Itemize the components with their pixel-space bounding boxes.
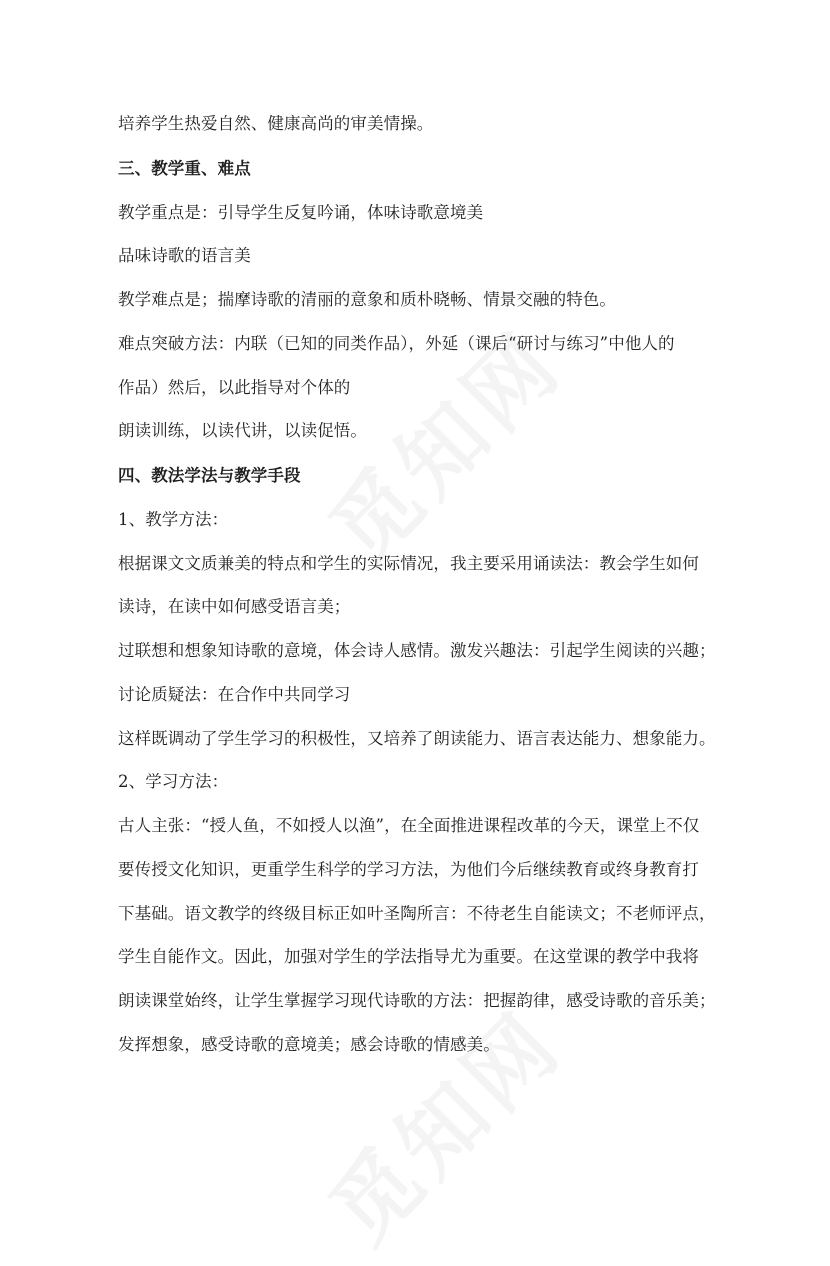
section-heading: 三、教学重、难点 bbox=[118, 159, 251, 178]
paragraph-line: 读诗，在读中如何感受语言美； bbox=[118, 597, 351, 616]
paragraph-line: 品味诗歌的语言美 bbox=[118, 246, 251, 265]
paragraph-line: 讨论质疑法：在合作中共同学习 bbox=[118, 685, 351, 704]
paragraph-line: 朗读课堂始终，让学生掌握学习现代诗歌的方法：把握韵律，感受诗歌的音乐美； bbox=[118, 991, 716, 1010]
paragraph-line: 作品）然后，以此指导对个体的 bbox=[118, 378, 351, 397]
paragraph-line: 根据课文文质兼美的特点和学生的实际情况，我主要采用诵读法：教会学生如何 bbox=[118, 554, 699, 573]
paragraph-line: 过联想和想象知诗歌的意境，体会诗人感情。激发兴趣法：引起学生阅读的兴趣； bbox=[118, 641, 716, 660]
paragraph-line: 要传授文化知识，更重学生科学的学习方法，为他们今后继续教育或终身教育打 bbox=[118, 860, 699, 879]
watermark-lower bbox=[297, 978, 584, 1265]
paragraph-line: 朗读训练，以读代讲，以读促悟。 bbox=[118, 421, 367, 440]
section-heading: 四、教法学法与教学手段 bbox=[118, 466, 301, 485]
paragraph-line: 教学重点是：引导学生反复吟诵，体味诗歌意境美 bbox=[118, 203, 484, 222]
paragraph-line: 培养学生热爱自然、健康高尚的审美情操。 bbox=[118, 114, 434, 133]
paragraph-line: 2、学习方法： bbox=[118, 772, 229, 791]
paragraph-line: 下基础。语文教学的终级目标正如叶圣陶所言：不待老生自能读文；不老师评点， bbox=[118, 904, 716, 923]
paragraph-line: 这样既调动了学生学习的积极性，又培养了朗读能力、语言表达能力、想象能力。 bbox=[118, 729, 716, 748]
paragraph-line: 发挥想象，感受诗歌的意境美；感会诗歌的情感美。 bbox=[118, 1035, 500, 1054]
paragraph-line: 古人主张：“授人鱼，不如授人以渔”，在全面推进课程改革的今天，课堂上不仅 bbox=[118, 816, 700, 835]
paragraph-line: 学生自能作文。因此，加强对学生的学法指导尤为重要。在这堂课的教学中我将 bbox=[118, 947, 699, 966]
paragraph-line: 1、教学方法： bbox=[118, 510, 229, 529]
paragraph-line: 教学难点是；揣摩诗歌的清丽的意象和质朴晓畅、情景交融的特色。 bbox=[118, 290, 616, 309]
paragraph-line: 难点突破方法：内联（已知的同类作品），外延（课后“研讨与练习”中他人的 bbox=[118, 334, 675, 353]
